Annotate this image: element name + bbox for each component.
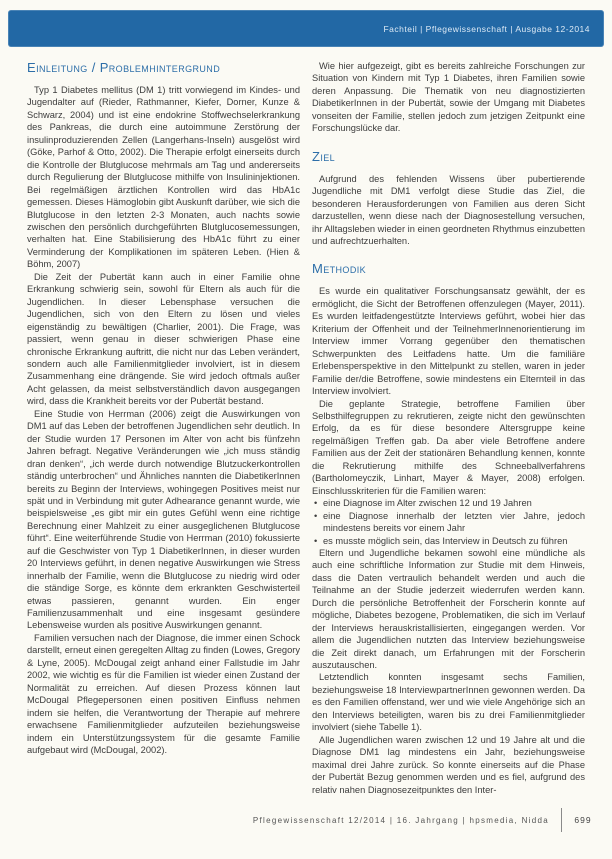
section-heading-einleitung: Einleitung / Problemhintergrund (27, 60, 221, 75)
section-heading-methodik: Methodik (312, 261, 367, 277)
inclusion-criteria-list (312, 497, 585, 547)
paragraph-einleitung-3: Eine Studie von Herrman (2006) zeigt die Auswirkungen von DM1 auf das Leben der betroffenen Jugendlichen sehr deutlich. In der Studie wurden 17 Personen im Alter von acht bis fünfzehn Jahren befragt. Negative Veränderungen wie „ich muss ständig dran denken“, „ich werde durch notwendige Blutzuckerkontrollen ständig unterbrochen“ und Ähnliches nannten die DiabetikerInnen bereits zu Beginn der Interviews, wohingegen Positives meist nur spät und in Verbindung mit guter Adhearance genannt wurde, wie beispielsweise „es gibt mir ein gutes Gefühl wenn eine richtige Berechnung einer Mahlzeit zu einer ausgeglichenen Blutglucose führt“. Eine weiterführende Studie von Herrman (2010) fokussierte auf die Geschwister von Typ 1 DiabetikerInnen, in dieser wurden 20 Interviews geführt, in denen negative Auswirkungen wie Stress innerhalb der Familie, wenn die Blutglucose zu niedrig wird oder die ständige Sorge, es könnte dem erkrankten Geschwisterteil etwas passieren, genannt wurden. Ein enger Familienzusammenhalt und eine insgesamt gesündere Lebensweise wurden als positive Auswirkungen genannt. (27, 408, 300, 631)
paragraph-methodik-1: Es wurde ein qualitativer Forschungsansatz gewählt, der es ermöglicht, die Sicht der Betroffenen offenzulegen (Mayer, 2011). Es wurden leitfadengestützte Interviews geführt, wobei hier das Kriterium der Offenheit und der TeilnehmerInnenorientierung im Interview immer Vorrang gegenüber den thematischen Schwerpunkten des Leitfadens hatte. Um die familiäre Erlebensperspektive in den Mittelpunkt zu stellen, waren in jeder Familie der/die Betroffene, sowie mindestens ein Elternteil in das Interview involviert. (312, 286, 585, 397)
paragraph-methodik-2: Die geplante Strategie, betroffene Familien über Selbsthilfegruppen zu rekrutieren, zeigte nicht den gewünschten Erfolg, da es für diese besondere Altersgruppe keine regelmäßigen Treffen gab. Da aber viele Betroffene andere Familien aus der Zeit der stationären Behandlung kennen, konnte die Rekrutierung mithilfe des Schneeballverfahrens (Bartholomeyczik, Linhart, Mayer & Mayer, 2008) erfolgen. Einschlusskriterien für die Familien waren: (312, 398, 585, 496)
paragraph-einleitung-1: Typ 1 Diabetes mellitus (DM 1) tritt vorwiegend im Kindes- und Jugendalter auf (Rieder, Rathmanner, Kiefer, Dorner, Kunze & Schwarz, 2004) und ist eine endokrine Stoffwechselerkrankung des Pankreas, die durch eine autoimmune Zerstörung der insulinproduzierenden Zellen (Langerhans-Inseln) ausgelöst wird (Göke, Parhof & Otto, 2002). Die Therapie erfolgt einerseits durch die Kontrolle der Blutglucose mehrmals am Tag und andererseits durch Regulierung der Blutglucose mithilfe von Insulininjektionen. Bei regelmäßigen ärztlichen Kontrollen wird das HbA1c gemessen. Dieses Hämoglobin gibt Auskunft darüber, wie sich die Blutglucose in den letzten 2-3 Monaten, auch nachts sowie zwischen den persönlich durchgeführten Blutglucosemessungen, verhalten hat. Eine Stabilisierung des HbA1c führt zu einer Verminderung der Komplikationen im späteren Leben. (Hien & Böhm, 2007) (27, 85, 300, 270)
paragraph-methodik-5: Alle Jugendlichen waren zwischen 12 und 19 Jahre alt und die Diagnose DM1 lag mindestens ein Jahr, beziehungsweise maximal drei Jahre zurück. So konnte einerseits auf die Phase der Pubertät Bezug genommen werden und es fiel, aufgrund des relativ nahen Diagnosezeitpunktes den Inter- (312, 734, 585, 795)
footer-page-number: 699 (574, 815, 592, 825)
section-heading-ziel: Ziel (312, 148, 336, 164)
right-column (312, 60, 585, 796)
paragraph-ziel: Aufgrund des fehlenden Wissens über pubertierende Jugendliche mit DM1 verfolgt diese Studie das Ziel, die besonderen Herausforderungen von Familien aus deren Sicht darzustellen, wenn diese nach der Diagnosestellung versuchen, ihr Alltagsleben wieder in einen geordneten Rhythmus einzubetten und aufrechtzuerhalten. (312, 173, 585, 246)
page-footer (0, 808, 604, 832)
paragraph-einleitung-2: Die Zeit der Pubertät kann auch in einer Familie ohne Erkrankung schwierig sein, sowohl für Eltern als auch für die Jugendlichen. In dieser Lebensphase versuchen die Jugendlichen, sich von den Eltern zu lösen und vieles eigenständig zu bewältigen (Charlier, 2001). Die Frage, was passiert, wenn genau in dieser schwierigen Phase eine chronische Erkrankung auftritt, die nicht nur das Leben verändert, sondern auch alle Familienmitglieder involviert, ist in diesem Zusammenhang eine drängende. Sie wird jedoch oftmals außer Acht gelassen, da meist selbstverständlich davon ausgegangen wird, dass die Krankheit bereits vor der Pubertät bestand. (27, 271, 300, 407)
header-bar (8, 10, 604, 47)
paragraph-einleitung-4: Familien versuchen nach der Diagnose, die immer einen Schock darstellt, erneut einen geregelten Alltag zu finden (Lowes, Gregory & Lyne, 2005). McDougal zeigt anhand einer Fallstudie im Jahr 2002, wie wichtig es für die Familien ist wieder einen Zustand der Normalität zu erreichen. Auf diesen Prozess können laut McDougal Pflegepersonen einen positiven Einfluss nehmen indem sie helfen, die Verantwortung der Therapie auf mehrere erwachsene Familienmitglieder aufzuteilen beziehungsweise indem ein Unterstützungssystem für die gesamte Familie aufgebaut wird (McDougal, 2002). (27, 632, 300, 756)
list-item-criterion-3: • es musste möglich sein, das Interview in Deutsch zu führen (323, 535, 585, 547)
left-column (27, 60, 300, 796)
paragraph-einleitung-continuation: Wie hier aufgezeigt, gibt es bereits zahlreiche Forschungen zur Situation von Kindern mit Typ 1 Diabetes, ihren Familien sowie deren Anpassung. Die Thematik von neu diagnostizierten DiabetikerInnen in der Pubertät, sowie der Umgang mit Diabetes vonseiten der Familie, stellen jedoch zum jetzigen Zeitpunkt eine Forschungslücke dar. (312, 61, 585, 134)
list-item-criterion-2: • eine Diagnose innerhalb der letzten vier Jahre, jedoch mindestens bereits vor einem Jahr (323, 510, 585, 535)
paragraph-methodik-3: Eltern und Jugendliche bekamen sowohl eine mündliche als auch eine schriftliche Information zur Studie mit dem Hinweis, dass die Daten vertraulich behandelt werden und auch die Teilnahme an der Studie jederzeit wiederrufen werden kann. Durch die persönliche Betroffenheit der Forscherin konnte auf mögliche, Diabetes bezogene, Problematiken, die sich im Verlauf der Interviews herauskristallisierten, eingegangen werden. Vor allem die Jugendlichen nutzten das Interview beziehungsweise die Zeit direkt danach, um Erfahrungen mit der Forscherin auszutauschen. (312, 547, 585, 671)
two-column-content (27, 60, 585, 796)
list-item-criterion-1: • eine Diagnose im Alter zwischen 12 und 19 Jahren (323, 497, 585, 509)
paragraph-methodik-4: Letztendlich konnten insgesamt sechs Familien, beziehungsweise 18 InterviewpartnerInnen gewonnen werden. Da es den Familien offenstand, wer und wie viele Angehörige sich an den Interviews beteiligten, waren bis zu drei Familienmitglieder involviert (siehe Tabelle 1). (312, 672, 585, 733)
header-issue-label: Fachteil | Pflegewissenschaft | Ausgabe 12-2014 (383, 23, 590, 34)
footer-journal-line: Pflegewissenschaft 12/2014 | 16. Jahrgang | hpsmedia, Nidda (252, 815, 549, 825)
